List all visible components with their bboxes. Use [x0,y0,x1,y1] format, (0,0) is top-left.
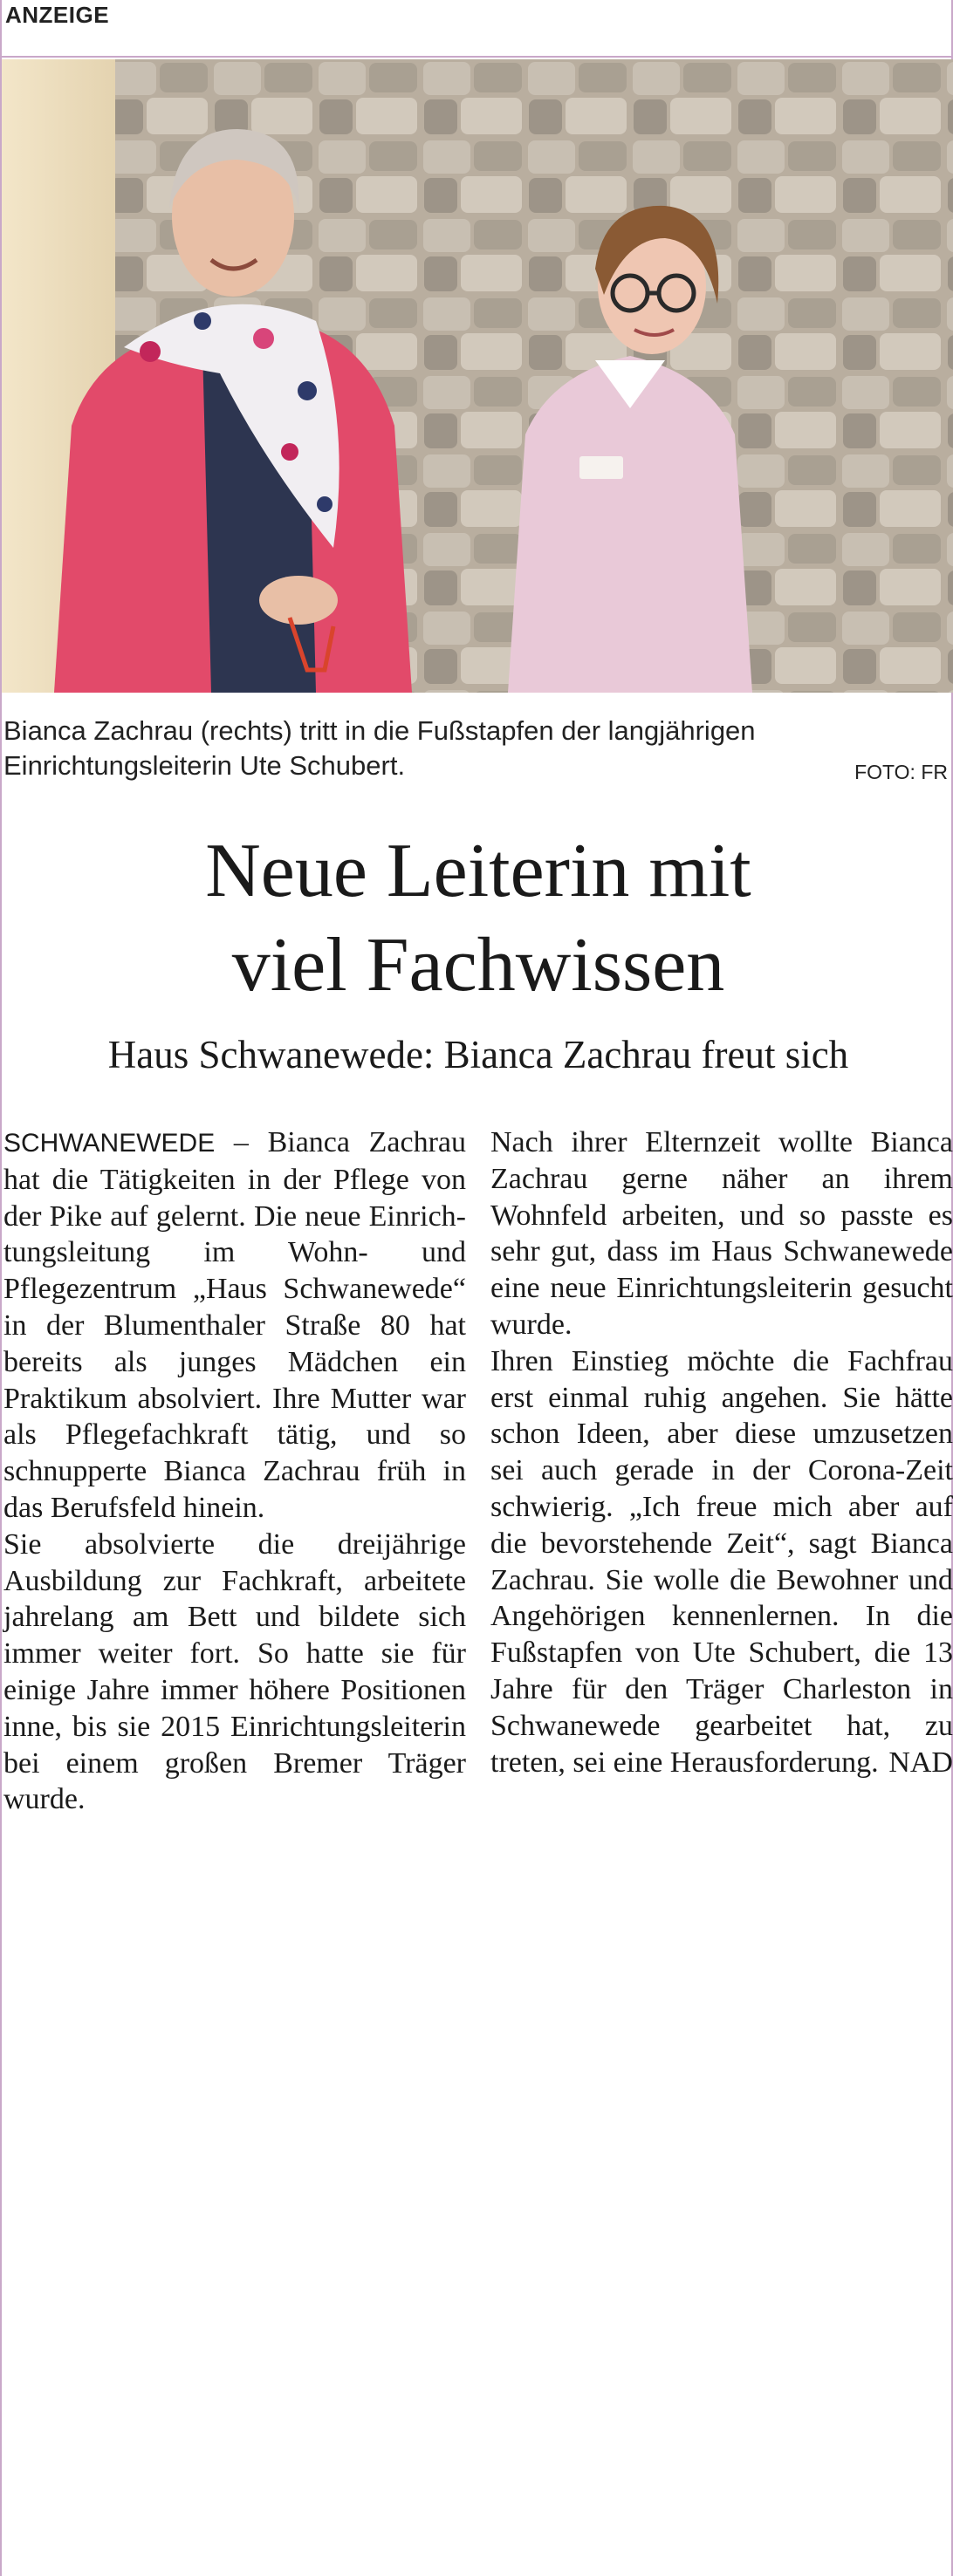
dateline: SCHWANEWEDE [3,1129,216,1158]
author-initials: NAD [888,1746,953,1779]
photo-credit: FOTO: FR [854,761,948,783]
ad-header-bar [2,0,951,58]
ad-label: ANZEIGE [5,2,110,28]
article-column-1 [3,1124,466,1818]
paragraph [490,1343,953,1781]
headline-line-1: Neue Leiterin mit [205,829,751,913]
paragraph: Nach ihrer Elternzeit wollte Bianca Zachrau gerne näher an ihrem Wohnfeld arbeiten, und so passte es sehr gut, dass im Haus Schwanewede eine neue Einrichtungsleiterin gesucht wurde. [490,1126,953,1341]
headline-line-2: viel Fachwissen [231,923,725,1008]
article-subheadline: Haus Schwanewede: Bianca Zachrau freut sich [107,1033,849,1076]
photo-caption: Bianca Zachrau (rechts) tritt in die Fußstapfen der langjährigen Einrichtungsleiterin Ute Schubert. [3,715,756,781]
article-photo [2,59,953,693]
article-column-2 [490,1124,953,1780]
paragraph: Sie absolvierte die dreijährige Ausbildung zur Fachkraft, arbeitete jahrelang am Bett und bildete sich immer weiter fort. So hatte sie für einige Jahre immer höhere Positionen inne, bis sie 2015 Einrichtungsleiterin bei einem großen Bremer Träger wurde. [3,1527,466,1816]
paragraph-text: Ihren Einstieg möchte die Fachfrau erst einmal ruhig angehen. Sie hätte schon Ideen, aber diese umzusetzen sei auch gerade in der Corona-Zeit schwierig. „Ich freue mich aber auf die bevorstehende Zeit“, sagt Bianca Zachrau. Sie wolle die Bewohner und Angehörigen kennenlernen. In die Fußstapfen von Ute Schubert, die 13 Jahre für den Träger Charleston in Schwanewede gearbeitet hat, zu treten, sei eine Herausforderung. [490,1344,953,1779]
paragraph [3,1124,466,1527]
paragraph-text: – Bianca Zachrau hat die Tätigkeiten in der Pflege von der Pike auf gelernt. Die neue Einrichtungsleitung im Wohn- und Pflegezentrum „Haus Schwanewede“ in der Blumenthaler Straße 80 hat bereits als junges Mädchen ein Praktikum absolviert. Ihre Mutter war als Pflegefachkraft tätig, und so schnupperte Bianca Zachrau früh in das Berufsfeld hinein. [3,1126,466,1524]
article-headline [2,824,953,1013]
photo-illustration [2,59,953,693]
